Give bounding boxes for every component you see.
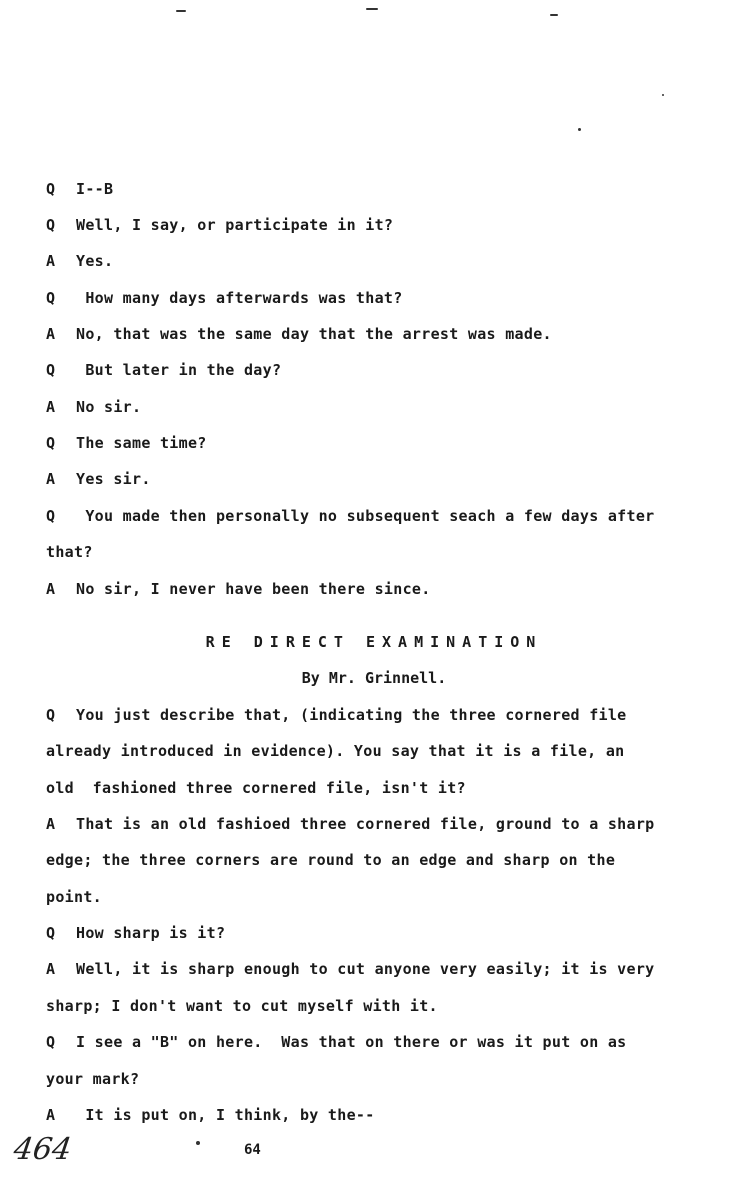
- scan-speck: [578, 128, 581, 131]
- line-text: edge; the three corners are round to an edge and sharp on the: [46, 851, 616, 869]
- testimony-line: [46, 997, 438, 1015]
- testimony-line: [46, 252, 113, 270]
- testimony-line: [46, 398, 141, 416]
- line-text: your mark?: [46, 1070, 140, 1088]
- speaker-label: Q: [46, 1033, 56, 1051]
- speaker-label: A: [46, 252, 56, 270]
- line-text: old fashioned three cornered file, isn't it?: [46, 779, 466, 797]
- line-text: How sharp is it?: [76, 924, 226, 942]
- testimony-line: [46, 216, 393, 234]
- speaker-label: A: [46, 580, 56, 598]
- line-text: that?: [46, 543, 93, 561]
- testimony-line: [46, 815, 655, 833]
- speaker-label: A: [46, 398, 56, 416]
- header-text: I--B: [76, 180, 114, 198]
- examiner-line: By Mr. Grinnell.: [301, 669, 447, 687]
- line-text: Yes.: [76, 252, 114, 270]
- testimony-line: [46, 924, 225, 942]
- testimony-line: [46, 851, 615, 869]
- scan-speck: [366, 8, 378, 10]
- speaker-label: A: [46, 960, 56, 978]
- testimony-line: [46, 888, 102, 906]
- testimony-line: [46, 960, 655, 978]
- testimony-line: [46, 1106, 375, 1124]
- line-text: But later in the day?: [76, 361, 282, 379]
- line-text: Yes sir.: [76, 470, 151, 488]
- testimony-line: [46, 470, 151, 488]
- scan-speck: [196, 1141, 200, 1145]
- testimony-line: [46, 434, 207, 452]
- line-text: You made then personally no subsequent seach a few days after: [76, 507, 655, 525]
- testimony-line: [46, 1033, 627, 1051]
- scan-speck: [176, 10, 186, 12]
- testimony-line: [46, 507, 655, 525]
- testimony-line: [46, 779, 466, 797]
- line-text: That is an old fashioed three cornered file, ground to a sharp: [76, 815, 655, 833]
- line-text: No sir, I never have been there since.: [76, 580, 431, 598]
- testimony-line: [46, 580, 431, 598]
- page-number: 64: [244, 1142, 261, 1158]
- speaker-label: Q: [46, 434, 56, 452]
- section-heading: RE DIRECT EXAMINATION: [205, 633, 543, 651]
- line-text: Well, it is sharp enough to cut anyone very easily; it is very: [76, 960, 655, 978]
- speaker-label: A: [46, 815, 56, 833]
- line-text: The same time?: [76, 434, 207, 452]
- line-text: Well, I say, or participate in it?: [76, 216, 394, 234]
- line-text: You just describe that, (indicating the three cornered file: [76, 706, 627, 724]
- speaker-label: Q: [46, 361, 56, 379]
- speaker-label: Q: [46, 289, 56, 307]
- line-text: sharp; I don't want to cut myself with it.: [46, 997, 438, 1015]
- speaker-label: A: [46, 325, 56, 343]
- line-text: I see a "B" on here. Was that on there or was it put on as: [76, 1033, 627, 1051]
- speaker-label: Q: [46, 706, 56, 724]
- speaker-label: A: [46, 1106, 56, 1124]
- line-text: How many days afterwards was that?: [76, 289, 403, 307]
- testimony-line: [46, 361, 281, 379]
- scan-speck: [550, 14, 558, 16]
- line-text: It is put on, I think, by the--: [76, 1106, 375, 1124]
- header-marker: Q: [46, 180, 56, 198]
- testimony-line: [46, 706, 627, 724]
- scan-speck: [662, 94, 664, 96]
- speaker-label: Q: [46, 216, 56, 234]
- testimony-line: [46, 289, 403, 307]
- testimony-line: [46, 742, 625, 760]
- testimony-line: [46, 543, 93, 561]
- testimony-line: [46, 1070, 139, 1088]
- testimony-line: [46, 325, 552, 343]
- speaker-label: A: [46, 470, 56, 488]
- section-marker: [46, 180, 113, 198]
- line-text: already introduced in evidence). You say that it is a file, an: [46, 742, 625, 760]
- line-text: No, that was the same day that the arrest was made.: [76, 325, 552, 343]
- line-text: No sir.: [76, 398, 142, 416]
- handwritten-page-number: 464: [11, 1132, 74, 1167]
- line-text: point.: [46, 888, 102, 906]
- speaker-label: Q: [46, 924, 56, 942]
- speaker-label: Q: [46, 507, 56, 525]
